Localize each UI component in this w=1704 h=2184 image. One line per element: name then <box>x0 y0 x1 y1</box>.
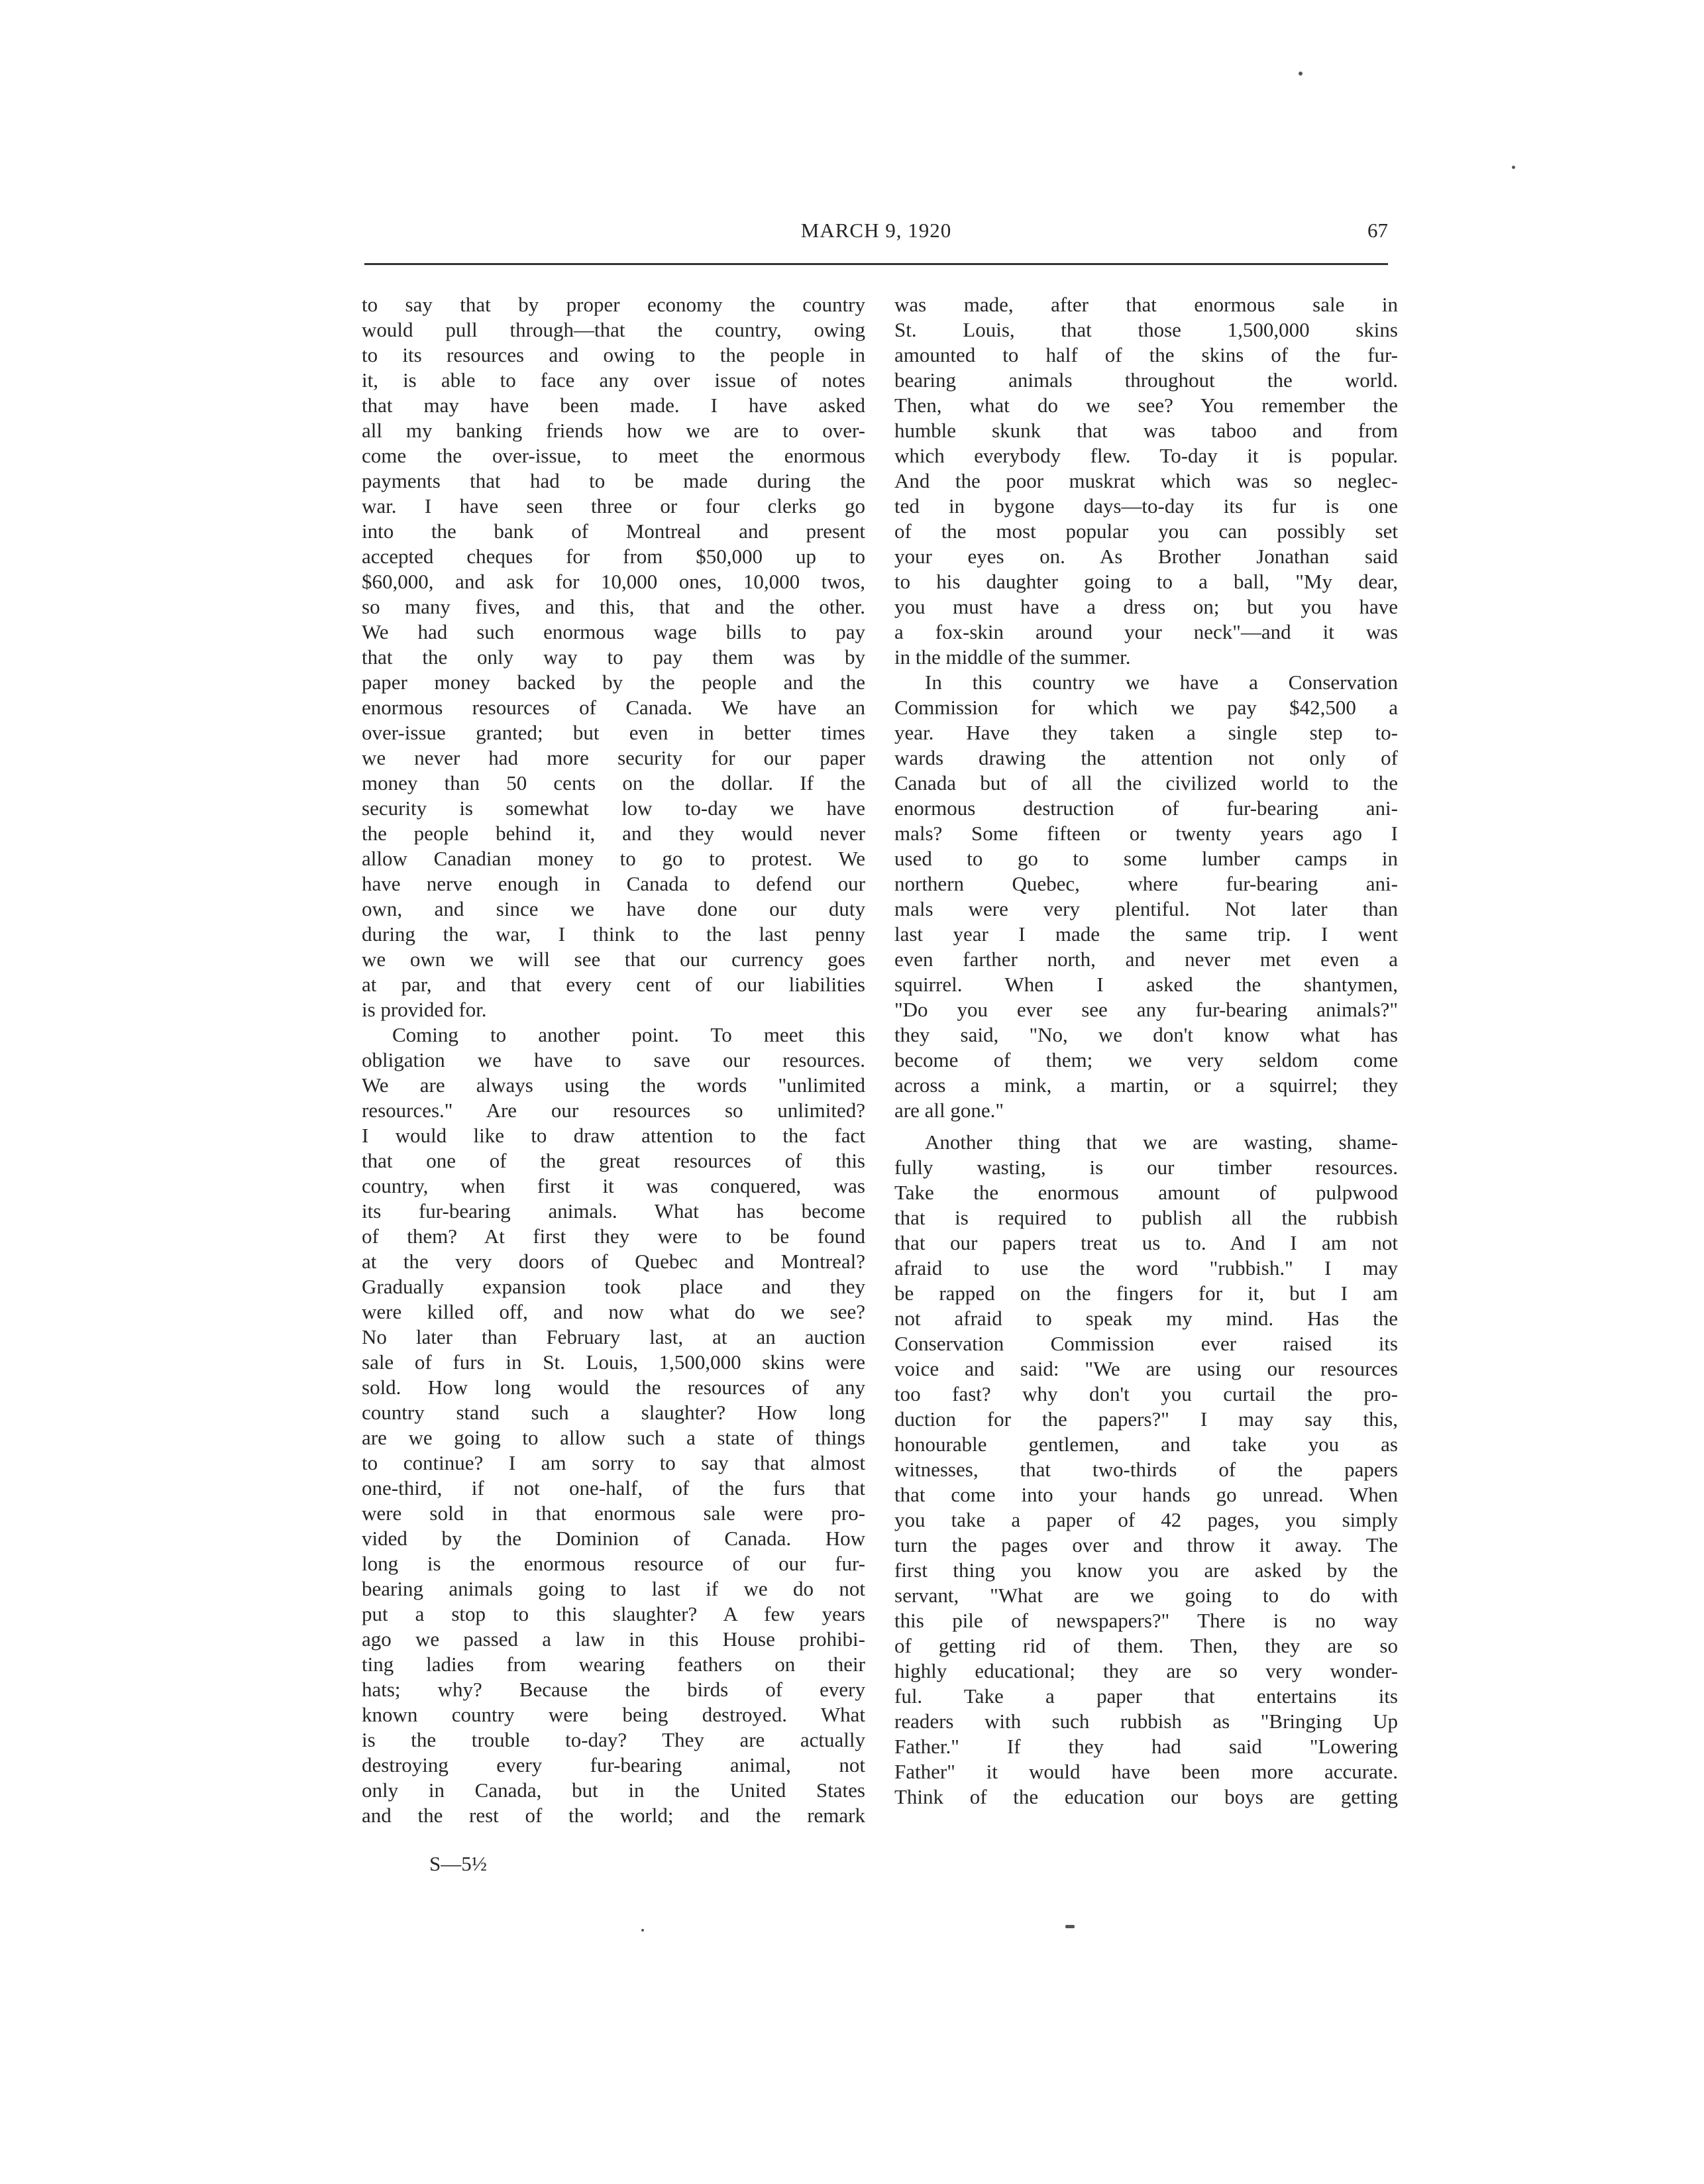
text-line: No later than February last, at an auction <box>362 1325 865 1348</box>
text-line: Another thing that we are wasting, shame- <box>925 1130 1398 1154</box>
text-line: We are always using the words "unlimited <box>362 1073 865 1097</box>
scan-speck <box>1299 72 1303 76</box>
text-line: hats; why? Because the birds of every <box>362 1678 865 1701</box>
text-line: at the very doors of Quebec and Montreal? <box>362 1250 865 1273</box>
text-line: only in Canada, but in the United States <box>362 1778 865 1802</box>
text-line: amounted to half of the skins of the fur- <box>894 343 1398 366</box>
header-rule <box>364 263 1388 265</box>
text-line: that come into your hands go unread. When <box>894 1483 1398 1506</box>
text-line: enormous resources of Canada. We have an <box>362 696 865 719</box>
text-line: wards drawing the attention not only of <box>894 746 1398 769</box>
printer-signature-mark: S—5½ <box>429 1852 487 1875</box>
text-line: country, when first it was conquered, was <box>362 1174 865 1197</box>
text-line: Father." If they had said "Lowering <box>894 1735 1398 1758</box>
text-line: afraid to use the word "rubbish." I may <box>894 1256 1398 1280</box>
text-line: we never had more security for our paper <box>362 746 865 769</box>
right-column <box>894 292 1398 1810</box>
text-line: enormous destruction of fur-bearing ani- <box>894 796 1398 820</box>
text-line: security is somewhat low to-day we have <box>362 796 865 820</box>
text-line: that the only way to pay them was by <box>362 645 865 669</box>
text-line: accepted cheques for from $50,000 up to <box>362 545 865 568</box>
text-line: was made, after that enormous sale in <box>894 293 1398 316</box>
text-line: across a mink, a martin, or a squirrel; they <box>894 1073 1398 1097</box>
text-line: own, and since we have done our duty <box>362 897 865 920</box>
text-line: used to go to some lumber camps in <box>894 847 1398 870</box>
text-line: of them? At first they were to be found <box>362 1225 865 1248</box>
text-line: last year I made the same trip. I went <box>894 922 1398 946</box>
text-line: resources." Are our resources so unlimited? <box>362 1099 865 1122</box>
text-line: witnesses, that two-thirds of the papers <box>894 1458 1398 1481</box>
text-line: northern Quebec, where fur-bearing ani- <box>894 872 1398 895</box>
text-line: you must have a dress on; but you have <box>894 595 1398 618</box>
text-line: you take a paper of 42 pages, you simply <box>894 1508 1398 1531</box>
text-line: is the trouble to-day? They are actually <box>362 1728 865 1751</box>
text-line: turn the pages over and throw it away. The <box>894 1533 1398 1556</box>
text-line: vided by the Dominion of Canada. How <box>362 1527 865 1550</box>
running-header <box>364 219 1388 252</box>
text-line: I would like to draw attention to the fact <box>362 1124 865 1147</box>
text-line: war. I have seen three or four clerks go <box>362 494 865 518</box>
text-line: humble skunk that was taboo and from <box>894 419 1398 442</box>
text-line: come the over-issue, to meet the enormous <box>362 444 865 467</box>
text-line: they said, "No, we don't know what has <box>894 1023 1398 1046</box>
text-line: country stand such a slaughter? How long <box>362 1401 865 1424</box>
text-line: ting ladies from wearing feathers on their <box>362 1653 865 1676</box>
text-line: and the rest of the world; and the remark <box>362 1804 865 1827</box>
text-line: allow Canadian money to go to protest. We <box>362 847 865 870</box>
text-line: servant, "What are we going to do with <box>894 1584 1398 1607</box>
text-line: long is the enormous resource of our fur- <box>362 1552 865 1575</box>
text-line: sold. How long would the resources of any <box>362 1376 865 1399</box>
text-line: obligation we have to save our resources. <box>362 1048 865 1071</box>
text-line: to continue? I am sorry to say that almost <box>362 1451 865 1474</box>
text-line: first thing you know you are asked by the <box>894 1558 1398 1582</box>
text-line: its fur-bearing animals. What has become <box>362 1199 865 1223</box>
text-line: bearing animals throughout the world. <box>894 368 1398 392</box>
text-line: Coming to another point. To meet this <box>392 1023 865 1046</box>
text-line: even farther north, and never met even a <box>894 948 1398 971</box>
left-column <box>362 292 865 1828</box>
text-line: readers with such rubbish as "Bringing Up <box>894 1710 1398 1733</box>
text-line: your eyes on. As Brother Jonathan said <box>894 545 1398 568</box>
text-line: is provided for. <box>362 998 487 1021</box>
text-line: so many fives, and this, that and the other. <box>362 595 865 618</box>
text-line: that may have been made. I have asked <box>362 394 865 417</box>
text-line: would pull through—that the country, owing <box>362 318 865 341</box>
text-line: money than 50 cents on the dollar. If the <box>362 771 865 794</box>
text-line: one-third, if not one-half, of the furs that <box>362 1476 865 1500</box>
text-line: year. Have they taken a single step to- <box>894 721 1398 744</box>
text-line: ted in bygone days—to-day its fur is one <box>894 494 1398 518</box>
text-line: to its resources and owing to the people in <box>362 343 865 366</box>
text-line: to his daughter going to a ball, "My dear, <box>894 570 1398 593</box>
text-line: bearing animals going to last if we do not <box>362 1577 865 1600</box>
text-line: into the bank of Montreal and present <box>362 519 865 543</box>
scan-speck <box>1512 166 1515 169</box>
text-line: too fast? why don't you curtail the pro- <box>894 1382 1398 1405</box>
text-line: "Do you ever see any fur-bearing animals?" <box>894 998 1398 1021</box>
text-line: ago we passed a law in this House prohibi- <box>362 1627 865 1651</box>
text-line: all my banking friends how we are to over- <box>362 419 865 442</box>
text-line: put a stop to this slaughter? A few years <box>362 1602 865 1625</box>
text-line: highly educational; they are so very wonder- <box>894 1659 1398 1682</box>
text-line: to say that by proper economy the country <box>362 293 865 316</box>
text-line: paper money backed by the people and the <box>362 671 865 694</box>
text-line: become of them; we very seldom come <box>894 1048 1398 1071</box>
text-line: squirrel. When I asked the shantymen, <box>894 973 1398 996</box>
text-line: the people behind it, and they would never <box>362 822 865 845</box>
text-line: fully wasting, is our timber resources. <box>894 1156 1398 1179</box>
text-line: St. Louis, that those 1,500,000 skins <box>894 318 1398 341</box>
text-line: have nerve enough in Canada to defend our <box>362 872 865 895</box>
header-date: MARCH 9, 1920 <box>800 219 952 242</box>
text-line: And the poor muskrat which was so neglec- <box>894 469 1398 492</box>
text-line: Take the enormous amount of pulpwood <box>894 1181 1398 1204</box>
text-line: it, is able to face any over issue of notes <box>362 368 865 392</box>
text-line: we own we will see that our currency goes <box>362 948 865 971</box>
text-line: which everybody flew. To-day it is popular. <box>894 444 1398 467</box>
scan-speck <box>641 1929 644 1932</box>
text-line: Then, what do we see? You remember the <box>894 394 1398 417</box>
text-line: Think of the education our boys are getting <box>894 1785 1398 1808</box>
text-line: that one of the great resources of this <box>362 1149 865 1172</box>
text-line: were sold in that enormous sale were pro- <box>362 1502 865 1525</box>
text-line: over-issue granted; but even in better times <box>362 721 865 744</box>
text-line: We had such enormous wage bills to pay <box>362 620 865 643</box>
text-line: at par, and that every cent of our liabilities <box>362 973 865 996</box>
text-line: during the war, I think to the last penny <box>362 922 865 946</box>
text-line: sale of furs in St. Louis, 1,500,000 skins were <box>362 1350 865 1374</box>
text-line: in the middle of the summer. <box>894 645 1131 669</box>
text-line: known country were being destroyed. What <box>362 1703 865 1726</box>
text-line: mals? Some fifteen or twenty years ago I <box>894 822 1398 845</box>
scan-speck <box>1065 1925 1075 1928</box>
text-line: $60,000, and ask for 10,000 ones, 10,000 twos, <box>362 570 865 593</box>
text-line: Canada but of all the civilized world to the <box>894 771 1398 794</box>
text-line: be rapped on the fingers for it, but I am <box>894 1282 1398 1305</box>
text-line: were killed off, and now what do we see? <box>362 1300 865 1323</box>
page-number: 67 <box>1367 219 1388 242</box>
text-line: honourable gentlemen, and take you as <box>894 1433 1398 1456</box>
text-line: In this country we have a Conservation <box>925 671 1398 694</box>
text-line: payments that had to be made during the <box>362 469 865 492</box>
text-line: that our papers treat us to. And I am not <box>894 1231 1398 1254</box>
text-line: Gradually expansion took place and they <box>362 1275 865 1298</box>
text-line: Conservation Commission ever raised its <box>894 1332 1398 1355</box>
text-line: this pile of newspapers?" There is no way <box>894 1609 1398 1632</box>
text-line: destroying every fur-bearing animal, not <box>362 1753 865 1776</box>
text-line: Father" it would have been more accurate. <box>894 1760 1398 1783</box>
text-line: are all gone." <box>894 1099 1004 1122</box>
text-line: a fox-skin around your neck"—and it was <box>894 620 1398 643</box>
text-line: not afraid to speak my mind. Has the <box>894 1307 1398 1330</box>
text-line: mals were very plentiful. Not later than <box>894 897 1398 920</box>
text-line: are we going to allow such a state of things <box>362 1426 865 1449</box>
text-line: Commission for which we pay $42,500 a <box>894 696 1398 719</box>
text-line: of getting rid of them. Then, they are so <box>894 1634 1398 1657</box>
text-line: of the most popular you can possibly set <box>894 519 1398 543</box>
text-line: ful. Take a paper that entertains its <box>894 1684 1398 1708</box>
text-line: that is required to publish all the rubbish <box>894 1206 1398 1229</box>
text-line: duction for the papers?" I may say this, <box>894 1407 1398 1431</box>
text-line: voice and said: "We are using our resources <box>894 1357 1398 1380</box>
